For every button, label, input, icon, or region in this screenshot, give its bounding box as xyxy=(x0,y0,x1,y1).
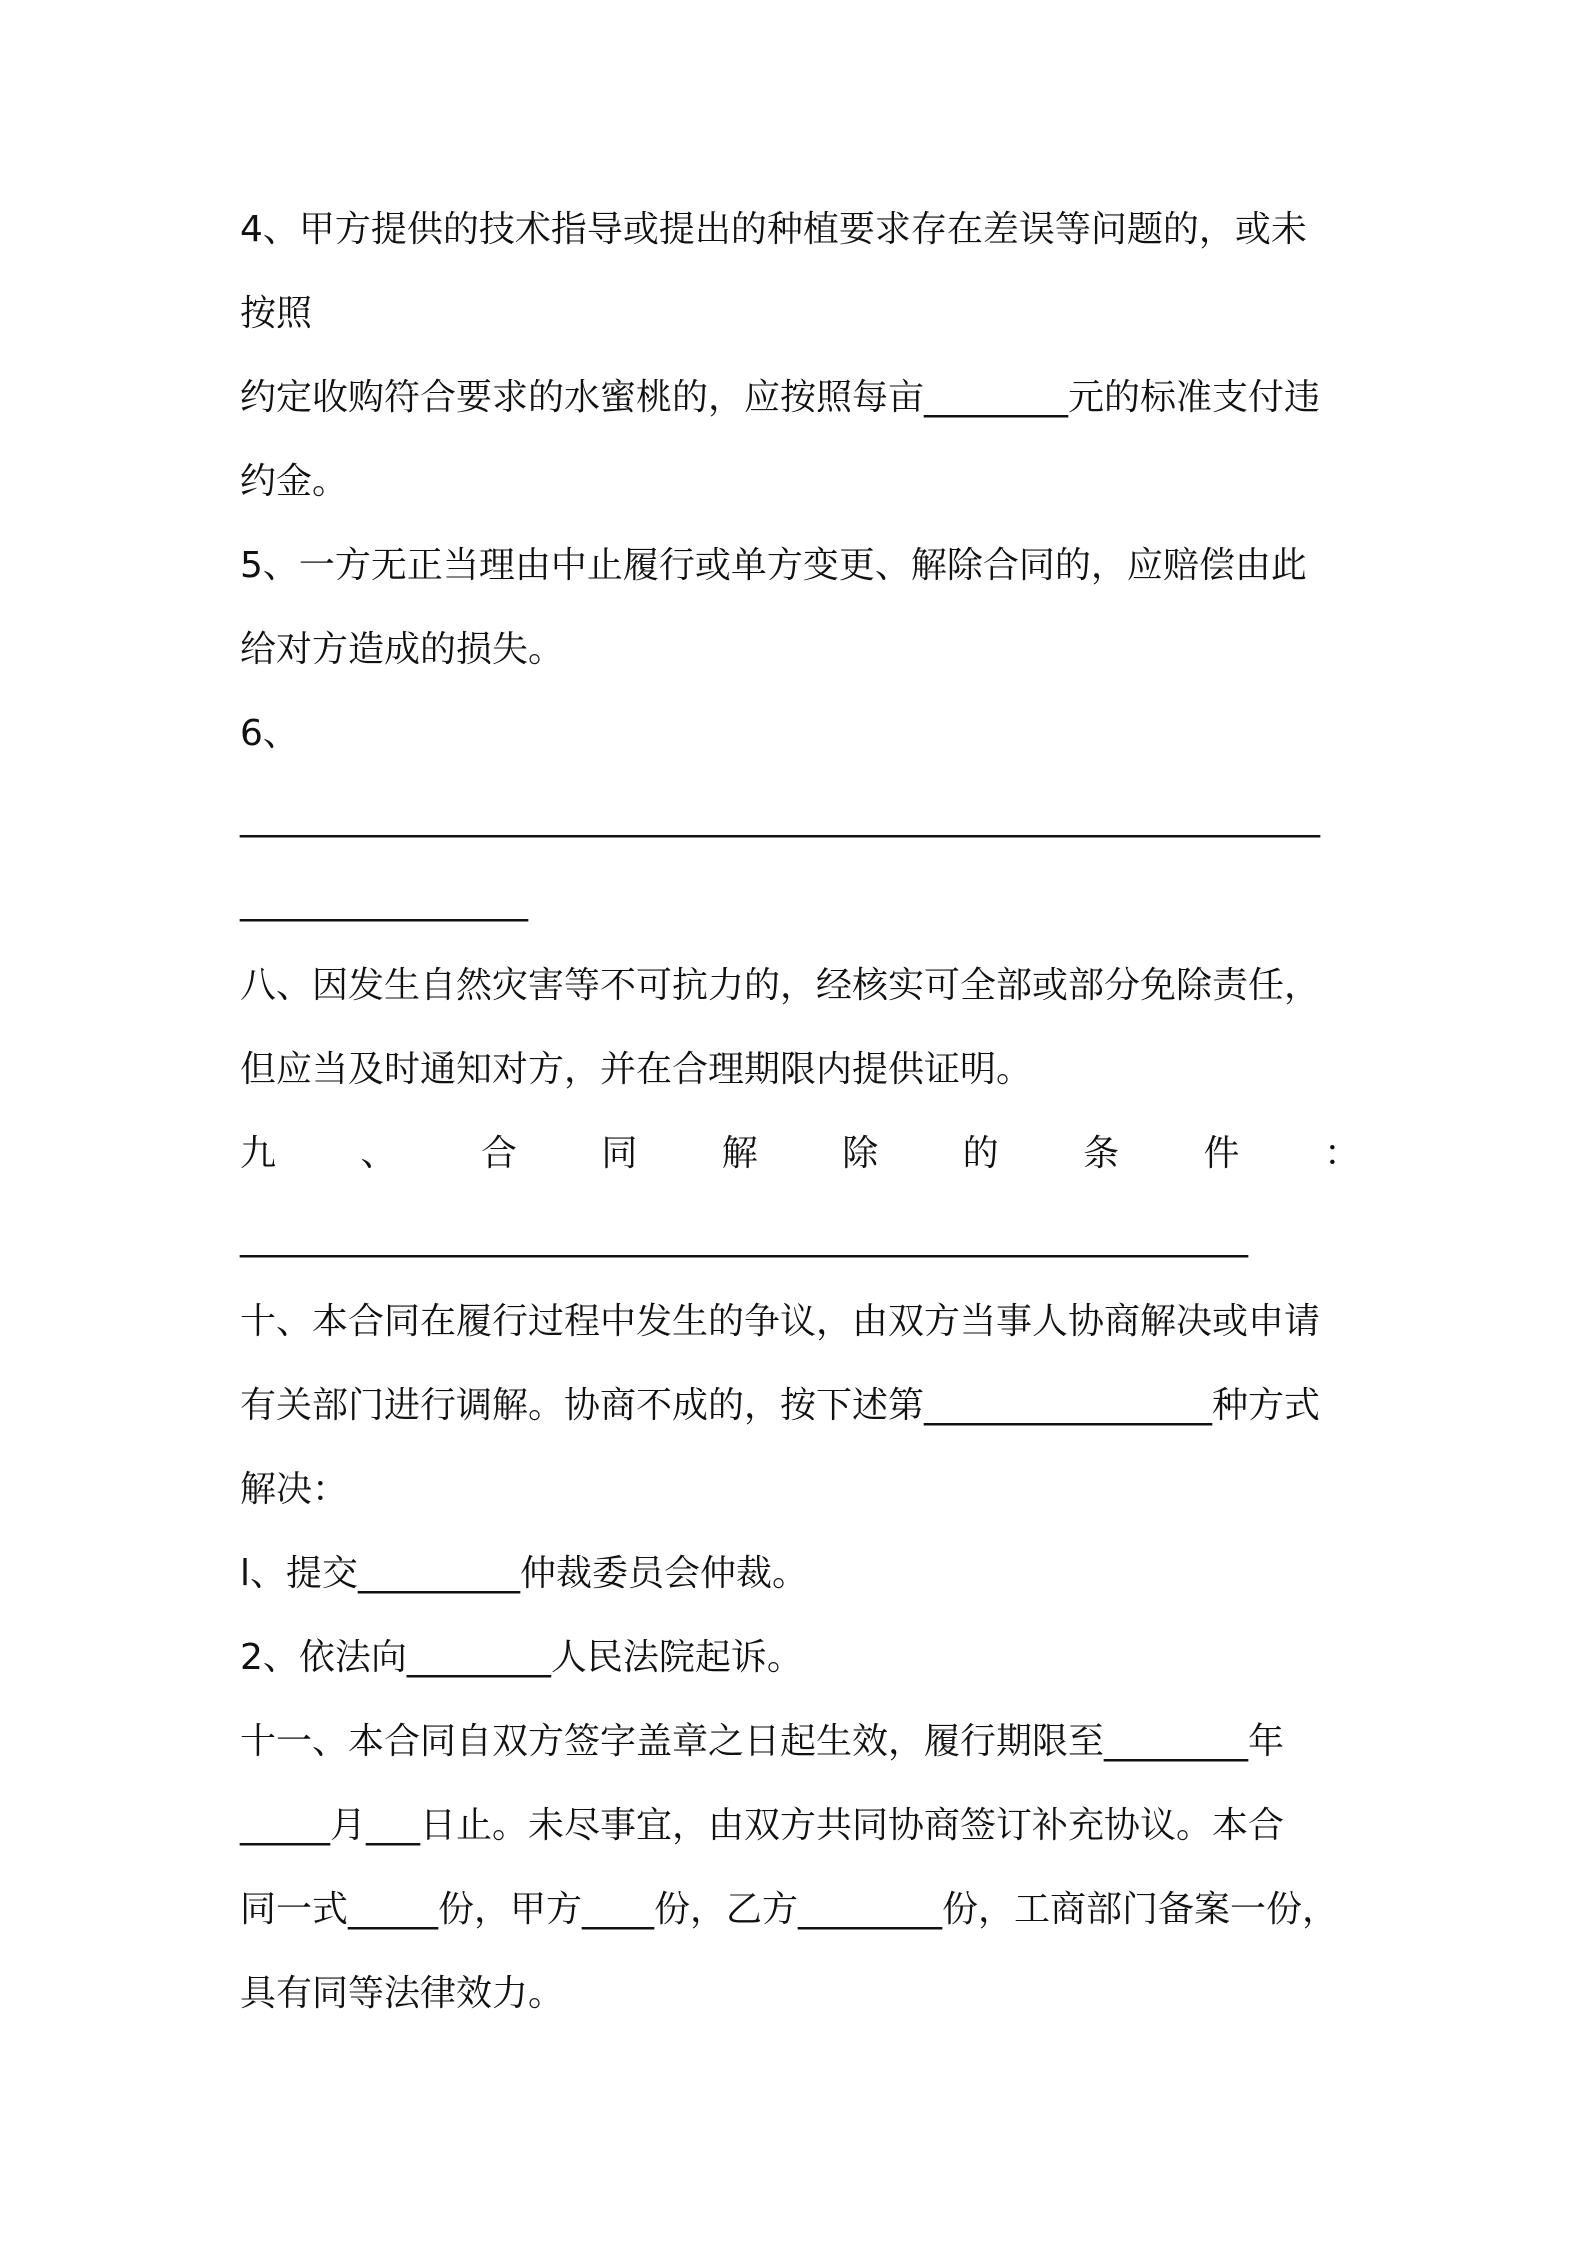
clause-5-line-2: 给对方造成的损失。 xyxy=(240,629,565,670)
section-11-line-1: 十一、本合同自双方签字盖章之日起生效，履行期限至________年 xyxy=(240,1721,1285,1762)
section-9-heading xyxy=(240,1126,1360,1182)
section-10-option-1: l、提交_________仲裁委员会仲裁。 xyxy=(240,1553,809,1594)
section-8-line-2: 但应当及时通知对方，并在合理期限内提供证明。 xyxy=(240,1049,1033,1090)
clause-6-blank-1: ____________________________________________________________ xyxy=(240,797,1320,838)
heading-char: 同 xyxy=(601,1133,638,1174)
heading-char: 的 xyxy=(962,1133,999,1174)
heading-char: 件 xyxy=(1203,1133,1240,1174)
section-11-line-4: 具有同等法律效力。 xyxy=(240,1973,565,2014)
heading-char: 解 xyxy=(721,1133,758,1174)
heading-char: 条 xyxy=(1083,1133,1120,1174)
section-10-line-3: 解决： xyxy=(240,1469,349,1510)
clause-5-line-1: 5、一方无正当理由中止履行或单方变更、解除合同的，应赔偿由此 xyxy=(240,545,1307,586)
clause-6-blank-2: ________________ xyxy=(240,881,528,922)
heading-char: 合 xyxy=(480,1133,517,1174)
clause-4-line-3: 约定收购符合要求的水蜜桃的，应按照每亩________元的标准支付违 xyxy=(240,377,1321,418)
section-10-line-1: 十、本合同在履行过程中发生的争议，由双方当事人协商解决或申请 xyxy=(240,1301,1321,1342)
heading-char: 九 xyxy=(240,1133,277,1174)
section-11-line-3: 同一式_____份，甲方____份，乙方________份，工商部门备案一份， xyxy=(240,1889,1339,1930)
heading-char: 除 xyxy=(842,1133,879,1174)
section-8-line-1: 八、因发生自然灾害等不可抗力的，经核实可全部或部分免除责任， xyxy=(240,965,1321,1006)
clause-4-line-1: 4、甲方提供的技术指导或提出的种植要求存在差误等问题的，或未 xyxy=(240,209,1307,250)
clause-4-line-2: 按照 xyxy=(240,293,313,334)
section-10-option-2: 2、依法向________人民法院起诉。 xyxy=(240,1637,803,1678)
heading-char: 、 xyxy=(360,1133,397,1174)
clause-4-line-4: 约金。 xyxy=(240,461,349,502)
section-9-blank: ________________________________________________________ xyxy=(240,1217,1248,1258)
section-11-line-2: _____月___日止。未尽事宜，由双方共同协商签订补充协议。本合 xyxy=(240,1805,1285,1846)
clause-6-label: 6、 xyxy=(240,713,299,754)
section-10-line-2: 有关部门进行调解。协商不成的，按下述第________________种方式 xyxy=(240,1385,1321,1426)
heading-char: ： xyxy=(1323,1133,1360,1174)
